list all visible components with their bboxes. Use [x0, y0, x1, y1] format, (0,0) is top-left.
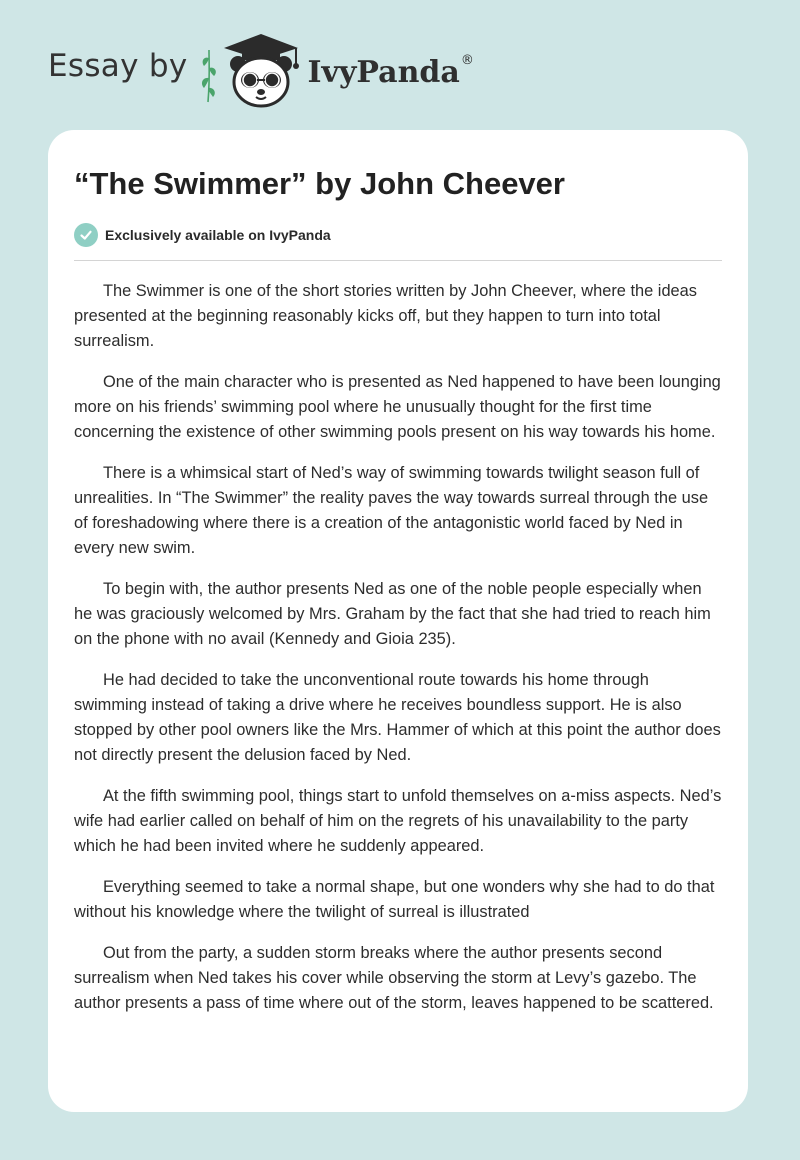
ivy-leaf-icon: [198, 44, 220, 104]
essay-title: “The Swimmer” by John Cheever: [74, 166, 565, 201]
brand-name: IvyPanda: [307, 54, 460, 90]
brand-prefix: Essay by: [48, 48, 188, 84]
divider: [74, 260, 722, 261]
panda-graduate-icon: [218, 30, 304, 110]
paragraph: To begin with, the author presents Ned as one of the noble people especially when he was graciously welcomed by Mrs. Graham by the fact that she had tried to reach him on the phone with no avail (Kennedy and Gioia 235).: [74, 580, 711, 648]
exclusive-badge: [74, 222, 722, 248]
paragraph: Everything seemed to take a normal shape, but one wonders why she had to do that without his knowledge where the twilight of surreal is illustrated: [74, 878, 715, 921]
exclusive-label: Exclusively available on IvyPanda: [105, 227, 331, 243]
registered-mark: ®: [460, 52, 474, 68]
essay-body: [74, 279, 722, 1016]
brand-logo[interactable]: [48, 30, 474, 110]
paragraph: He had decided to take the unconventional route towards his home through swimming instead of taking a drive where he receives boundless support. He is also stopped by other pool owners like the Mrs. Hammer of which at this point the author does not directly present the delusion faced by Ned.: [74, 671, 721, 764]
paragraph: There is a whimsical start of Ned’s way of swimming towards twilight season full of unrealities. In “The Swimmer” the reality paves the way towards surreal through the use of foreshadowing where there is a creation of the antagonistic world faced by Ned in every new swim.: [74, 464, 709, 557]
paragraph: Out from the party, a sudden storm breaks where the author presents second surrealism when Ned takes his cover while observing the storm at Levy’s gazebo. The author presents a pass of time where out of the storm, leaves happened to be scattered.: [74, 944, 714, 1012]
paragraph: One of the main character who is presented as Ned happened to have been lounging more on his friends’ swimming pool where he unusually thought for the first time concerning the existence of other swimming pools present on his way towards his home.: [74, 373, 721, 441]
check-icon: [74, 223, 98, 247]
paragraph: The Swimmer is one of the short stories written by John Cheever, where the ideas presented at the beginning reasonably kicks off, but they happen to turn into total surrealism.: [74, 282, 697, 350]
essay-card: [48, 130, 748, 1112]
paragraph: At the fifth swimming pool, things start to unfold themselves on a-miss aspects. Ned’s wife had earlier called on behalf of him on the regrets of his unavailability to the party which he had been invited where he suddenly appeared.: [74, 787, 722, 855]
